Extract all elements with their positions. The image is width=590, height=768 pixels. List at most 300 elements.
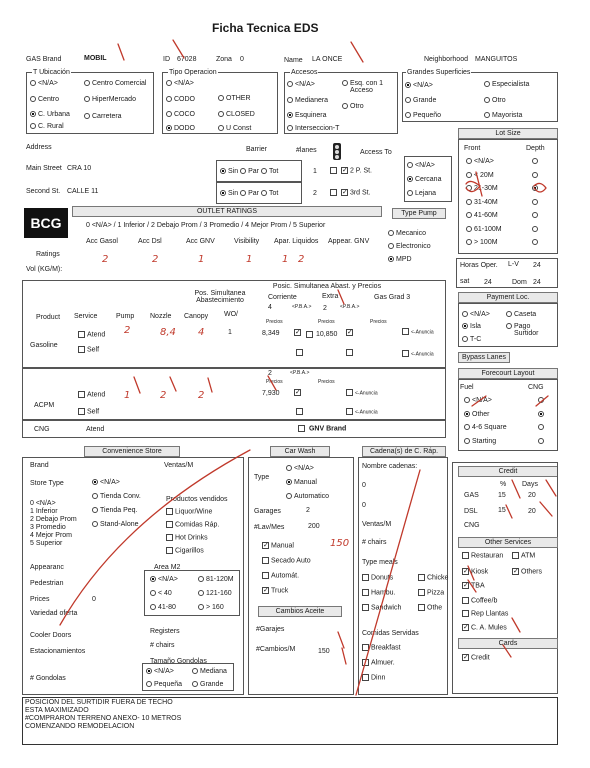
store-type-label: Store Type [30, 480, 64, 487]
third-st[interactable] [330, 189, 371, 196]
radio-icon [532, 212, 538, 218]
self-anuncia[interactable] [402, 350, 434, 357]
pba-label: <P.B.A.> [292, 304, 312, 310]
acpm-price-check[interactable] [294, 389, 303, 396]
gnv-brand-label: GNV Brand [308, 425, 347, 433]
acc-esquinera-label: Esquinera [295, 112, 327, 119]
cadena-header: Cadena(s) de C. Ráp. [362, 446, 446, 457]
service-option[interactable] [462, 597, 497, 604]
access-lejana[interactable] [407, 190, 436, 197]
pay-na[interactable] [462, 311, 490, 318]
cambios-value[interactable]: 150 [318, 648, 330, 655]
lot-front-option[interactable] [466, 172, 494, 179]
op-coco[interactable] [166, 111, 195, 118]
radio-icon [466, 158, 472, 164]
lot-depth-label: Depth [526, 145, 545, 152]
sup-especialista[interactable] [484, 81, 529, 88]
hw-acpm-pump: 1 [124, 390, 131, 401]
checkbox-icon [346, 349, 353, 356]
hours-dom-value[interactable]: 24 [533, 279, 541, 286]
hours-lv-value[interactable]: 24 [533, 262, 541, 269]
second-street-value[interactable]: CALLE 11 [67, 188, 99, 195]
self-check-1[interactable] [296, 349, 305, 356]
forecourt-cng-option[interactable] [538, 438, 546, 445]
checkbox-icon [296, 349, 303, 356]
lot-front-option[interactable] [466, 239, 498, 246]
area-option[interactable] [150, 590, 172, 597]
radio-selected-icon [92, 479, 98, 485]
pay-tc[interactable] [462, 336, 481, 343]
cw-type-na[interactable] [286, 465, 314, 472]
credit-gas-pct[interactable]: 15 [498, 492, 506, 499]
acpm-self-anuncia[interactable] [346, 408, 378, 415]
ubic-centro-comercial[interactable] [84, 80, 146, 87]
comida-option[interactable] [362, 674, 385, 681]
lot-depth-option[interactable] [532, 172, 540, 179]
op-codo[interactable] [166, 96, 195, 103]
lot-front-option[interactable] [466, 226, 502, 233]
pba-label-2: <P.B.A.> [340, 304, 360, 310]
acpm-price[interactable]: 7,930 [262, 390, 280, 397]
ubic-centro-label: Centro [38, 96, 60, 103]
payment-header: Payment Loc. [458, 292, 558, 303]
producto-item[interactable] [166, 508, 212, 515]
gasoline-grad-anuncia[interactable] [402, 328, 434, 335]
checkbox-icon [402, 350, 409, 357]
pay-tc-label: T-C [470, 336, 482, 343]
superficies-title: Grandes Superficies [407, 69, 471, 76]
op-uconst[interactable] [218, 125, 251, 132]
store-scale-item: 5 Superior [30, 540, 63, 547]
third-st-label: 3rd St. [349, 189, 371, 197]
meal-option[interactable] [362, 604, 401, 611]
credit-pct-label: % [500, 481, 507, 488]
precios-header: Posic. Simultanea Abast. y Precios [272, 283, 382, 290]
radio-icon [240, 190, 246, 196]
radio-icon [466, 185, 472, 191]
ubic-urbana[interactable] [30, 111, 70, 118]
self-check-2[interactable] [346, 349, 355, 356]
acpm-atend[interactable] [78, 391, 105, 398]
access-na[interactable] [407, 162, 435, 169]
radio-icon [84, 96, 90, 102]
cw-type-auto[interactable] [286, 493, 329, 500]
store-scale-item: 1 Inferior [30, 508, 58, 515]
forecourt-cng-option[interactable] [538, 411, 546, 418]
tam-na-label: <N/A> [154, 668, 174, 675]
ubic-hiper[interactable] [84, 96, 136, 103]
forecourt-cng-option[interactable] [538, 424, 546, 431]
pay-surtidor[interactable] [506, 323, 544, 337]
radio-selected-icon [388, 256, 394, 262]
hours-lv-label: L-V [508, 261, 519, 268]
carwash-option[interactable] [262, 572, 299, 579]
lot-row-label: 31-40M [474, 198, 498, 206]
checkbox-checked-icon: ✓ [463, 624, 469, 631]
gas-grad-label: Gas Grad 3 [374, 294, 411, 301]
acc-esquinera[interactable] [287, 112, 327, 119]
hours-label: Horas Oper. [460, 262, 498, 269]
producto-item[interactable] [166, 521, 219, 528]
hw-canopy: 4 [198, 327, 205, 338]
service-option[interactable] [512, 568, 542, 575]
main-street-value[interactable]: CRA 10 [67, 165, 92, 172]
anuncia-label: <-Anuncia [411, 329, 434, 336]
carwash-option-label: Truck [271, 587, 289, 595]
anuncia-label: <-Anuncia [411, 351, 434, 358]
meal-option[interactable] [362, 574, 393, 581]
atend-label: Atend [87, 331, 106, 339]
radio-icon [287, 125, 293, 131]
gas-pos-value[interactable]: 4 [268, 304, 272, 311]
gasoline-atend[interactable] [78, 331, 105, 338]
radio-icon [30, 80, 36, 86]
area-option-label: 41-80 [158, 604, 176, 611]
service-col: Service [74, 313, 98, 320]
cercana-label: Cercana [415, 176, 442, 183]
cadena-ventas-label: Ventas/M [362, 521, 392, 528]
checkbox-icon [362, 644, 369, 651]
radio-icon [484, 81, 490, 87]
radio-icon [286, 465, 292, 471]
gasoline-price-extra[interactable]: 10,850 [316, 331, 338, 338]
comida-option[interactable] [362, 644, 401, 651]
cadena-value-2[interactable]: 0 [362, 502, 366, 509]
forecourt-cng-option[interactable] [538, 397, 546, 404]
gas-extra-pos[interactable]: 2 [323, 305, 327, 312]
service-option[interactable] [462, 624, 507, 631]
store-type-conv[interactable] [92, 493, 141, 500]
comida-option[interactable] [362, 659, 395, 666]
rating-col-visibility: Visibility [234, 238, 260, 245]
lanes-second[interactable]: 2 [313, 190, 317, 197]
cw-type-manual[interactable] [286, 479, 317, 486]
op-na[interactable] [166, 80, 194, 87]
barrier-second-options[interactable] [220, 190, 278, 197]
access-cercana[interactable] [407, 176, 441, 183]
acc-na[interactable] [287, 81, 315, 88]
checkbox-icon [298, 425, 305, 432]
carwash-option-label: Secado Auto [271, 557, 311, 565]
acc-otro[interactable] [342, 103, 364, 110]
area-option[interactable] [150, 604, 176, 611]
neighborhood-value[interactable]: MANGUITOS [475, 56, 518, 63]
lot-front-option[interactable] [466, 199, 498, 206]
checkbox-icon [402, 328, 409, 335]
self-label: Self [87, 346, 100, 354]
acpm-pba: <P.B.A.> [290, 370, 310, 376]
radio-icon [532, 226, 538, 232]
ubic-cc-label: Centro Comercial [92, 80, 147, 87]
acpm-self-check[interactable] [296, 408, 305, 415]
lanes-main[interactable]: 1 [313, 168, 317, 175]
checkbox-icon [418, 574, 425, 581]
lot-depth-option[interactable] [532, 239, 540, 246]
meal-option[interactable] [418, 604, 442, 611]
op-dodo[interactable] [166, 125, 195, 132]
checkbox-icon [78, 331, 85, 338]
garages-value[interactable]: 2 [306, 507, 310, 514]
credit-gas-days[interactable]: 20 [528, 492, 536, 499]
store-scale-item: 0 <N/A> [30, 500, 56, 507]
tam-mediana[interactable] [192, 668, 227, 675]
pay-caseta[interactable] [506, 311, 536, 318]
radio-selected-icon [287, 112, 293, 118]
service-option[interactable] [462, 552, 503, 559]
radio-icon [30, 123, 36, 129]
radio-icon [150, 604, 156, 610]
lav-value[interactable]: 200 [308, 523, 320, 530]
carwash-option[interactable] [262, 542, 294, 549]
carwash-option-label: Automát. [271, 572, 300, 580]
nombre-cadenas-label: Nombre cadenas: [362, 463, 418, 470]
acpm-pos-value[interactable]: 2 [268, 370, 272, 377]
lot-depth-option[interactable] [532, 199, 540, 206]
radio-selected-icon [166, 125, 172, 131]
notes-box[interactable] [22, 697, 558, 745]
acpm-label: ACPM [34, 402, 55, 409]
pump-mpd[interactable] [388, 256, 412, 263]
card-credit[interactable] [462, 654, 490, 661]
cambios-aceite-header: Cambios Aceite [258, 606, 342, 617]
radio-icon [464, 397, 470, 403]
lot-depth-option[interactable] [532, 212, 540, 219]
store-type-stand[interactable] [92, 521, 139, 528]
radio-icon [466, 212, 472, 218]
radio-icon [218, 125, 224, 131]
outlet-scale: 0 <N/A> / 1 Inferior / 2 Debajo Prom / 3 Promedio / 4 Mejor Prom / 5 Superior [86, 222, 326, 229]
area-option[interactable] [198, 590, 232, 597]
gasoline-extra-anuncia[interactable] [346, 329, 355, 336]
service-option[interactable] [512, 552, 535, 559]
tam-pequena[interactable] [146, 681, 182, 688]
cadena-chairs-label: # chairs [362, 539, 387, 546]
credit-dsl-days[interactable]: 20 [528, 508, 536, 515]
ubic-carretera[interactable] [84, 113, 122, 120]
forecourt-row-label: Other [472, 410, 490, 418]
acc-medianera[interactable] [287, 97, 328, 104]
sup-grande[interactable] [405, 97, 436, 104]
product-col: Product [36, 314, 61, 321]
garajes-label: #Garajes [256, 626, 285, 633]
hw-nozzle: 8,4 [160, 327, 176, 338]
acpm-precios: Precios [266, 379, 283, 385]
checkbox-checked-icon: ✓ [263, 587, 269, 594]
acc-interseccion[interactable] [287, 125, 339, 132]
checkbox-checked-icon: ✓ [463, 654, 469, 661]
carwash-header: Car Wash [270, 446, 330, 457]
carwash-option[interactable] [262, 557, 311, 564]
sup-otro[interactable] [484, 97, 506, 104]
radio-icon [342, 80, 348, 86]
service-label: Others [521, 568, 543, 576]
precios-label-3: Precios [370, 319, 387, 325]
pump-electronico[interactable] [388, 243, 431, 250]
lot-depth-option[interactable] [532, 158, 540, 165]
radio-selected-icon [146, 668, 152, 674]
ubic-na[interactable] [30, 80, 58, 87]
service-option[interactable] [462, 610, 508, 617]
pay-isla[interactable] [462, 323, 481, 330]
registers-label: Registers [150, 628, 180, 635]
sup-pequeno[interactable] [405, 112, 441, 119]
radio-selected-icon [407, 176, 413, 182]
tam-grande[interactable] [192, 681, 223, 688]
radio-icon [30, 96, 36, 102]
vol-label: Vol (KG/M): [26, 266, 63, 273]
hw-rating-6: 2 [298, 254, 305, 265]
checkbox-icon [346, 408, 353, 415]
meal-option[interactable] [362, 589, 396, 596]
acc-esq1-label: Esq. con 1 Acceso [350, 80, 384, 94]
lot-depth-option[interactable] [532, 226, 540, 233]
hours-sat-label: sat [460, 278, 470, 285]
ratings-label: Ratings [36, 251, 60, 258]
op-uconst-label: U Const [226, 125, 252, 132]
forecourt-fuel-label: Fuel [460, 384, 474, 391]
radio-selected-icon [538, 411, 544, 417]
radio-icon [484, 112, 490, 118]
zona-value[interactable]: 0 [240, 56, 244, 63]
hw-rating-4: 1 [246, 254, 253, 265]
radio-icon [506, 311, 512, 317]
area-option[interactable] [198, 576, 234, 583]
par-label: Par [248, 190, 259, 197]
area-label: Area M2 [154, 564, 181, 571]
sin-label: Sin [228, 168, 239, 175]
lot-row-label: 21-30M [474, 185, 498, 192]
credit-dsl-label: DSL [464, 508, 478, 515]
forecourt-fuel-option[interactable] [464, 411, 490, 418]
service-option[interactable] [462, 568, 488, 575]
name-value[interactable]: LA ONCE [312, 56, 343, 63]
lot-front-option[interactable] [466, 158, 494, 165]
forecourt-row-label: Starting [472, 437, 497, 445]
lanes-label: #lanes [296, 147, 317, 154]
comida-label: Breakfast [371, 644, 401, 652]
card-credit-label: Credit [471, 654, 490, 662]
appearance-label: Appearanc [30, 564, 64, 571]
producto-item[interactable] [166, 534, 208, 541]
sup-mayorista[interactable] [484, 112, 522, 119]
cooler-label: Cooler Doors [30, 632, 72, 639]
forecourt-fuel-option[interactable] [464, 424, 507, 431]
id-value[interactable]: 67028 [177, 56, 197, 63]
cards-header: Cards [458, 638, 558, 649]
op-other[interactable] [218, 95, 251, 102]
forecourt-fuel-option[interactable] [464, 397, 492, 404]
radio-icon [538, 397, 544, 403]
acc-esq1[interactable] [342, 80, 392, 94]
nozzle-col: Nozzle [150, 313, 172, 320]
radio-selected-icon [286, 479, 292, 485]
acpm-anuncia[interactable] [346, 389, 378, 396]
pedestrian-label: Pedestrian [30, 580, 64, 587]
radio-icon [150, 590, 156, 596]
store-type-na[interactable] [92, 479, 120, 486]
acpm-self[interactable] [78, 408, 99, 415]
checkbox-icon [330, 167, 337, 174]
prices-value[interactable]: 0 [92, 596, 96, 603]
mecanico-label: Mecanico [396, 230, 426, 237]
radio-icon [405, 112, 411, 118]
radio-icon [92, 507, 98, 513]
two-p-st[interactable] [330, 167, 372, 174]
lot-row-label: < 20M [474, 171, 494, 179]
barrier-main-options[interactable] [220, 168, 278, 175]
forecourt-fuel-option[interactable] [464, 438, 496, 445]
radio-selected-icon [405, 82, 411, 88]
gas-brand-value[interactable]: MOBIL [84, 55, 107, 62]
ubic-centro[interactable] [30, 96, 59, 103]
area-option[interactable] [150, 576, 178, 583]
gasoline-price-corriente[interactable]: 8,349 [262, 330, 280, 337]
rating-col-acc-dsl: Acc Dsl [138, 238, 162, 245]
service-option[interactable] [462, 582, 485, 589]
pay-isla-label: Isla [470, 323, 481, 330]
checkbox-icon [362, 674, 369, 681]
hours-sat-value[interactable]: 24 [484, 279, 492, 286]
radio-icon [532, 158, 538, 164]
area-option[interactable] [198, 604, 224, 611]
meal-label: Pizza [427, 589, 445, 597]
carwash-option[interactable] [262, 587, 288, 594]
op-closed[interactable] [218, 111, 255, 118]
radio-icon [388, 230, 394, 236]
forecourt-header: Forecourt Layout [458, 368, 558, 379]
checkbox-icon [512, 552, 519, 559]
lot-front-option[interactable] [466, 185, 498, 192]
store-scale-item: 3 Promedio [30, 524, 66, 531]
tamano-label: Tamaño Gondolas [150, 658, 207, 665]
comida-label: Dinn [371, 674, 386, 682]
meal-option[interactable] [418, 574, 448, 581]
store-ventas-label: Ventas/M [164, 462, 194, 469]
checkbox-icon [166, 534, 173, 541]
gasoline-wo-value[interactable]: 1 [228, 329, 232, 336]
gasoline-corr-anuncia[interactable] [294, 329, 303, 336]
gasoline-extra-check[interactable] [306, 331, 315, 338]
cadena-value-1[interactable]: 0 [362, 482, 366, 489]
par-label: Par [248, 168, 259, 175]
tam-na[interactable] [146, 668, 174, 675]
ubicacion-title: T Ubicación [33, 69, 70, 76]
lot-front-option[interactable] [466, 212, 498, 219]
tam-grande-label: Grande [200, 681, 224, 688]
gasoline-self[interactable] [78, 346, 99, 353]
note-line: POSICION DEL SURTIDIR FUERA DE TECHO [25, 699, 173, 706]
gnv-brand[interactable] [298, 425, 346, 432]
op-codo-label: CODO [174, 96, 195, 103]
credit-dsl-pct[interactable]: 15 [498, 507, 506, 514]
ubic-rural[interactable] [30, 123, 64, 130]
canopy-col: Canopy [184, 313, 209, 320]
acc-na-label: <N/A> [295, 81, 315, 88]
sup-na[interactable] [405, 82, 433, 89]
lot-depth-option[interactable] [532, 185, 540, 192]
gondolas-label: # Gondolas [30, 675, 66, 682]
lot-row-label: <N/A> [474, 158, 494, 165]
radio-selected-icon [220, 190, 226, 196]
meal-option[interactable] [418, 589, 444, 596]
pump-mecanico[interactable] [388, 230, 426, 237]
store-type-peq[interactable] [92, 507, 138, 514]
gasoline-label: Gasoline [30, 342, 58, 349]
hw-rating-3: 1 [198, 254, 205, 265]
ubic-na-label: <N/A> [38, 80, 58, 87]
producto-item[interactable] [166, 547, 204, 554]
lot-size-group [458, 139, 558, 254]
